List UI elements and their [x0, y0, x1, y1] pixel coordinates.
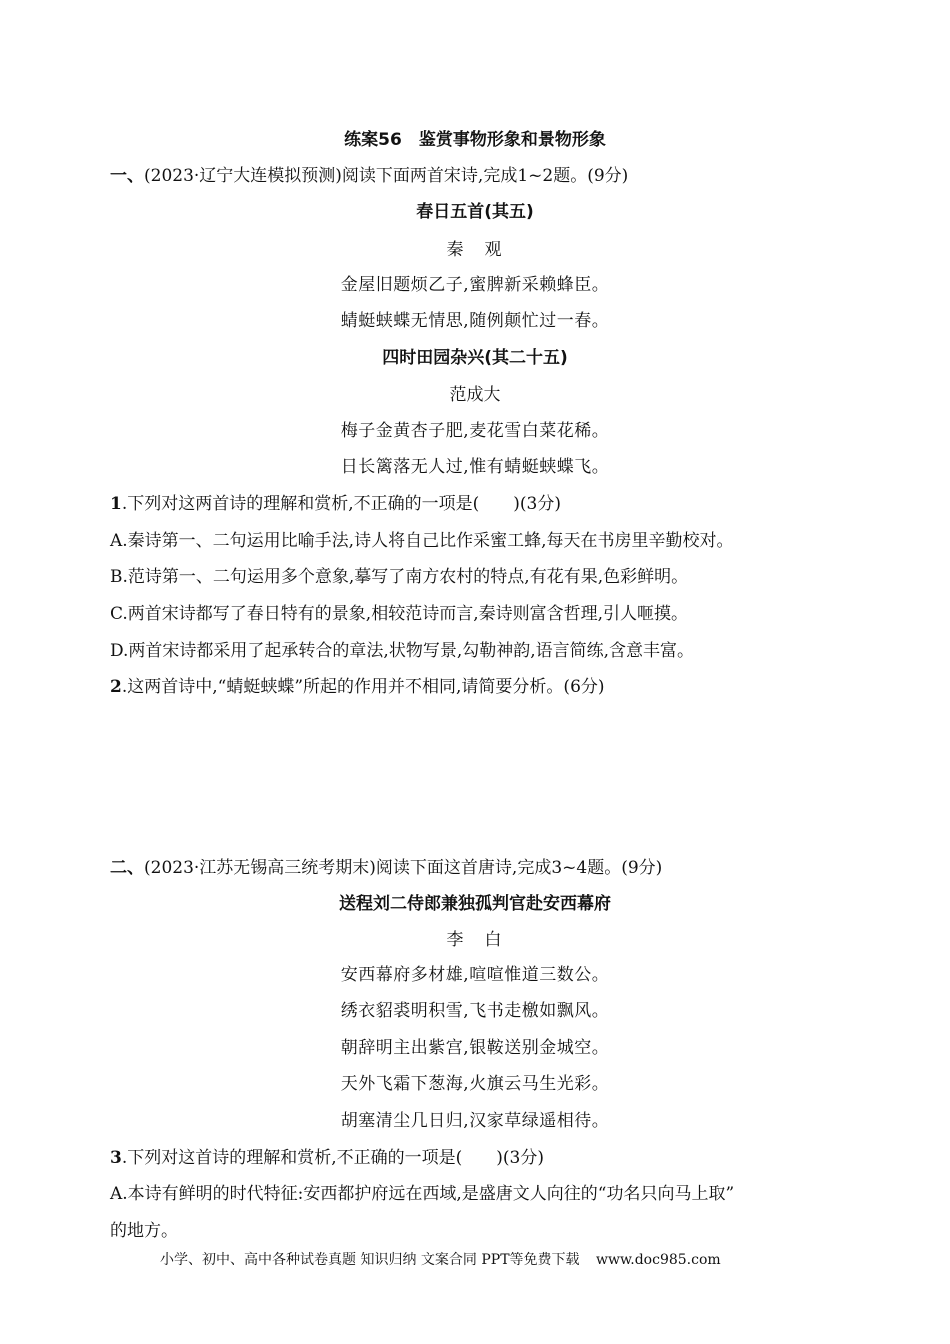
poem-3-line: 安西幕府多材雄,喧喧惟道三数公。 — [340, 965, 610, 985]
question-3-option-a-continued: 的地方。 — [110, 1221, 178, 1241]
question-1-option-d: D.两首宋诗都采用了起承转合的章法,状物写景,勾勒神韵,语言简练,含意丰富。 — [110, 641, 695, 661]
poem-1-author: 秦 观 — [446, 240, 504, 260]
poem-2-author: 范成大 — [449, 385, 501, 405]
section-2-instruction: (2023·江苏无锡高三统考期末)阅读下面这首唐诗,完成3~4题。(9分) — [144, 858, 663, 878]
section-1-heading — [110, 165, 628, 187]
question-1-option-c: C.两首宋诗都写了春日特有的景象,相较范诗而言,秦诗则富含哲理,引人咂摸。 — [110, 604, 689, 624]
question-1-text: .下列对这两首诗的理解和赏析,不正确的一项是( )(3分) — [121, 494, 561, 514]
question-1-option-a: A.秦诗第一、二句运用比喻手法,诗人将自己比作采蜜工蜂,每天在书房里辛勤校对。 — [110, 531, 734, 551]
footer-url[interactable]: www.doc985.com — [595, 1252, 721, 1268]
poem-1-line: 金屋旧题烦乙子,蜜脾新采赖蜂臣。 — [340, 275, 610, 295]
question-3 — [110, 1147, 544, 1169]
question-2-text: .这两首诗中,“蜻蜓蛱蝶”所起的作用并不相同,请简要分析。(6分) — [121, 677, 605, 697]
page-footer — [160, 1249, 721, 1269]
question-2 — [110, 676, 605, 698]
poem-3-line: 胡塞清尘几日归,汉家草绿遥相待。 — [340, 1111, 610, 1131]
question-2-number: 2 — [110, 677, 122, 697]
question-1-number: 1 — [110, 494, 122, 514]
section-1-instruction: (2023·辽宁大连模拟预测)阅读下面两首宋诗,完成1~2题。(9分) — [144, 166, 629, 186]
section-2-label: 二、 — [110, 858, 144, 878]
question-1-option-b: B.范诗第一、二句运用多个意象,摹写了南方农村的特点,有花有果,色彩鲜明。 — [110, 567, 689, 587]
question-3-number: 3 — [110, 1148, 122, 1168]
footer-text: 小学、初中、高中各种试卷真题 知识归纳 文案合同 PPT等免费下载 — [160, 1252, 580, 1268]
question-3-text: .下列对这首诗的理解和赏析,不正确的一项是( )(3分) — [121, 1148, 544, 1168]
poem-1-line: 蜻蜓蛱蝶无情思,随例颠忙过一春。 — [340, 311, 610, 331]
poem-3-line: 绣衣貂裘明积雪,飞书走檄如飘风。 — [340, 1001, 610, 1021]
poem-3-line: 天外飞霜下葱海,火旗云马生光彩。 — [340, 1074, 610, 1094]
question-1 — [110, 493, 561, 515]
poem-2-line: 日长篱落无人过,惟有蜻蜓蛱蝶飞。 — [340, 457, 610, 477]
section-1-label: 一、 — [110, 166, 144, 186]
poem-3-line: 朝辞明主出紫宫,银鞍送别金城空。 — [340, 1038, 610, 1058]
poem-3-title: 送程刘二侍郎兼独孤判官赴安西幕府 — [339, 894, 611, 914]
poem-2-line: 梅子金黄杏子肥,麦花雪白菜花稀。 — [340, 421, 610, 441]
poem-2-title: 四时田园杂兴(其二十五) — [382, 348, 568, 368]
section-2-heading — [110, 857, 662, 879]
poem-3-author: 李 白 — [446, 930, 504, 950]
question-3-option-a: A.本诗有鲜明的时代特征:安西都护府远在西域,是盛唐文人向往的“功名只向马上取” — [110, 1184, 735, 1204]
page-title: 练案56 鉴赏事物形象和景物形象 — [344, 130, 606, 150]
poem-1-title: 春日五首(其五) — [416, 202, 534, 222]
